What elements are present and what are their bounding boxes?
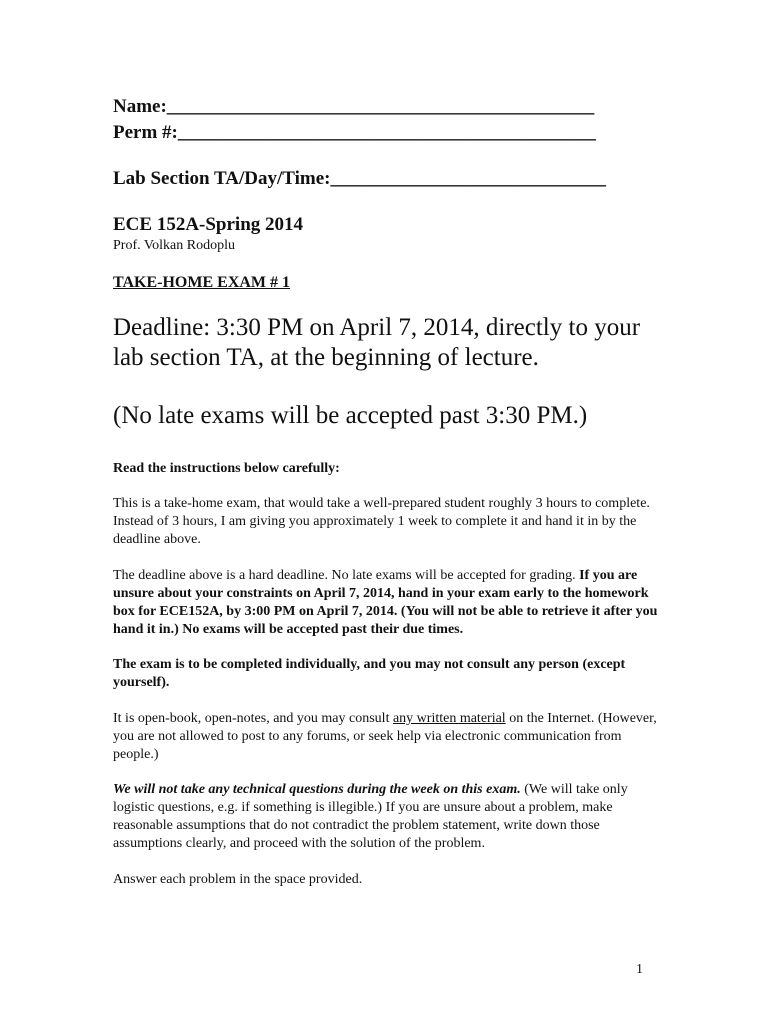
paragraph-time-estimate: This is a take-home exam, that would take a well-prepared student roughly 3 hours to complete. Instead of 3 hours, I am giving you approximately 1 week to complete it and hand it in by the deadline above. (113, 496, 650, 547)
paragraph-hard-deadline (113, 567, 658, 639)
open-book-text-rest: on the Internet. (However, you are not allowed to post to any forums, or seek help via electronic communication from people.) (113, 711, 657, 762)
open-book-text: It is open-book, open-notes, and you may consult (113, 711, 393, 726)
exam-title: TAKE-HOME EXAM # 1 (113, 274, 291, 291)
no-technical-questions-text: We will not take any technical questions during the week on this exam. (113, 782, 521, 797)
professor-name: Prof. Volkan Rodoplu (113, 238, 235, 253)
perm-field: Perm #:____________________________________________ (113, 122, 596, 143)
paragraph-answer-space: Answer each problem in the space provided. (113, 872, 363, 887)
hard-deadline-text: The deadline above is a hard deadline. No late exams will be accepted for grading. (113, 568, 580, 583)
paragraph-open-book (113, 710, 658, 764)
written-material-underlined: any written material (392, 711, 506, 726)
questions-policy-text: (We will take only logistic questions, e.g. if something is illegible.) If you are unsure about a problem, make reasonable assumptions that do not contradict the problem statement, write down those assumptions clearly, and proceed with the solution of the problem. (113, 782, 628, 851)
instructions-heading: Read the instructions below carefully: (113, 461, 340, 476)
deadline-statement: Deadline: 3:30 PM on April 7, 2014, directly to your lab section TA, at the beginning of lecture. (113, 314, 641, 371)
paragraph-individual-work: The exam is to be completed individually, and you may not consult any person (except yourself). (113, 657, 626, 690)
course-title: ECE 152A-Spring 2014 (113, 214, 304, 235)
name-field: Name:_____________________________________________ (113, 96, 595, 117)
page-number: 1 (636, 962, 643, 977)
paragraph-questions-policy (113, 781, 658, 853)
early-submission-text: If you are unsure about your constraints on April 7, 2014, hand in your exam early to the homework box for ECE152A, by 3:00 PM on April 7, 2014. (You will not be able to retrieve it after you hand it in.) No exams will be accepted past their due times. (113, 568, 658, 637)
lab-section-field: Lab Section TA/Day/Time:_____________________________ (113, 168, 606, 189)
late-policy-note: (No late exams will be accepted past 3:30 PM.) (113, 402, 588, 429)
